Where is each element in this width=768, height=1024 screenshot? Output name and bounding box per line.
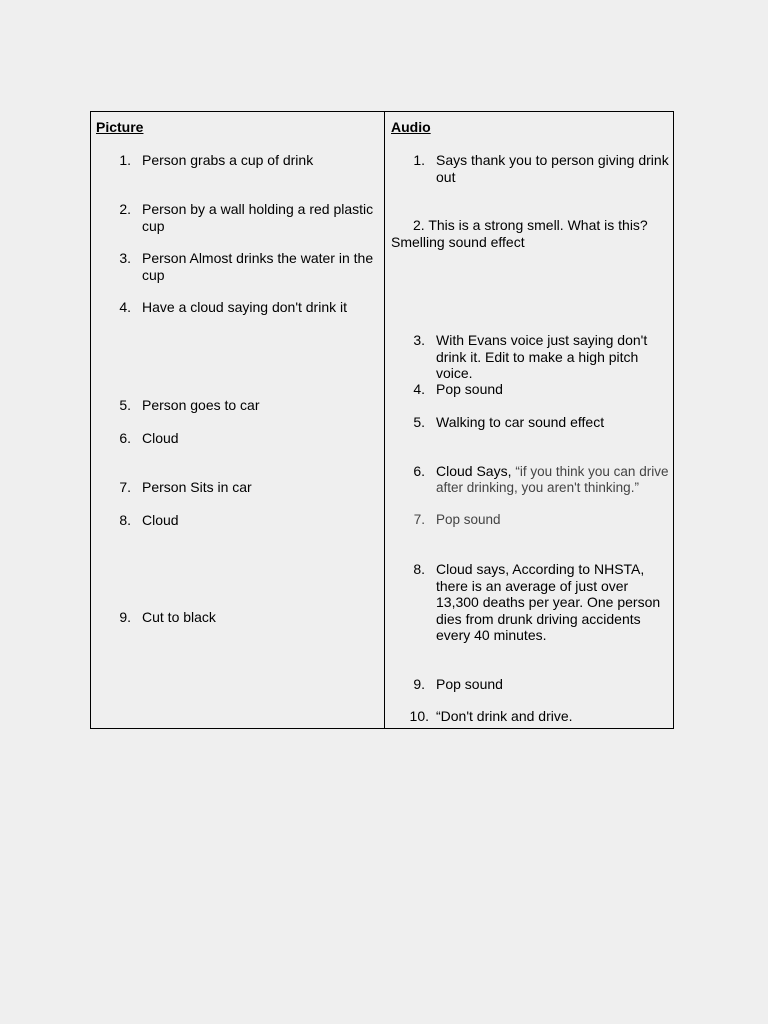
audio-item-8-text: Cloud says, According to NHSTA, — [436, 561, 645, 577]
picture-item-9-text: Cut to black — [142, 609, 216, 625]
picture-header: Picture — [96, 119, 144, 135]
picture-item-6-text: Cloud — [142, 430, 179, 446]
audio-item-4-text: Pop sound — [436, 381, 503, 397]
audio-item-2-text: 2. This is a strong smell. What is this? — [413, 217, 648, 233]
audio-item-5-num: 5. — [413, 414, 425, 430]
audio-item-6-prefix: Cloud Says, — [436, 463, 516, 479]
audio-item-3-num: 3. — [413, 332, 425, 348]
audio-item-6-quote-cont: after drinking, you aren't thinking.” — [436, 479, 639, 495]
picture-item-2-num: 2. — [119, 201, 131, 217]
picture-item-3-num: 3. — [119, 250, 131, 266]
script-table — [90, 111, 674, 729]
audio-item-6-text — [436, 463, 668, 481]
picture-item-4-num: 4. — [119, 299, 131, 315]
picture-item-5-num: 5. — [119, 397, 131, 413]
audio-item-8-text-cont1: there is an average of just over — [436, 577, 629, 594]
audio-item-7-num: 7. — [413, 512, 425, 527]
audio-item-6-num: 6. — [413, 463, 425, 479]
audio-item-10-text: “Don't drink and drive. — [436, 708, 573, 724]
picture-item-1-text: Person grabs a cup of drink — [142, 152, 314, 168]
audio-item-10-num: 10. — [409, 708, 429, 724]
audio-item-6-quote: “if you think you can drive — [515, 464, 669, 479]
picture-item-2-text: Person by a wall holding a red plastic — [142, 201, 374, 217]
picture-item-8-num: 8. — [119, 512, 131, 528]
picture-item-9-num: 9. — [119, 609, 131, 625]
picture-item-3-text-cont: cup — [142, 266, 165, 283]
column-divider — [384, 112, 385, 728]
picture-item-7-text: Person Sits in car — [142, 479, 252, 495]
picture-item-6-num: 6. — [119, 430, 131, 446]
audio-item-8-text-cont2: 13,300 deaths per year. One person — [436, 594, 661, 610]
audio-item-3-text: With Evans voice just saying don't — [436, 332, 648, 348]
audio-item-2-text-cont: Smelling sound effect — [391, 233, 525, 250]
audio-header: Audio — [391, 119, 431, 135]
audio-item-1-num: 1. — [413, 152, 425, 168]
audio-item-8-text-cont4: every 40 minutes. — [436, 627, 547, 643]
picture-item-2-text-cont: cup — [142, 217, 165, 234]
audio-item-7-text: Pop sound — [436, 512, 501, 527]
audio-item-5-text: Walking to car sound effect — [436, 414, 605, 430]
audio-item-1-text-cont: out — [436, 168, 456, 185]
audio-item-1-text: Says thank you to person giving drink — [436, 152, 669, 168]
audio-item-8-num: 8. — [413, 561, 425, 577]
picture-item-3-text: Person Almost drinks the water in the — [142, 250, 374, 266]
picture-item-8-text: Cloud — [142, 512, 179, 528]
picture-item-1-num: 1. — [119, 152, 131, 168]
audio-item-9-num: 9. — [413, 676, 425, 692]
audio-item-8-text-cont3: dies from drunk driving accidents — [436, 610, 641, 627]
audio-item-3-text-cont1: drink it. Edit to make a high pitch — [436, 348, 639, 365]
audio-item-4-num: 4. — [413, 381, 425, 397]
picture-item-4-text: Have a cloud saying don't drink it — [142, 299, 348, 315]
picture-item-5-text: Person goes to car — [142, 397, 260, 413]
audio-item-3-text-cont2: voice. — [436, 365, 473, 381]
picture-item-7-num: 7. — [119, 479, 131, 495]
audio-item-9-text: Pop sound — [436, 676, 503, 692]
